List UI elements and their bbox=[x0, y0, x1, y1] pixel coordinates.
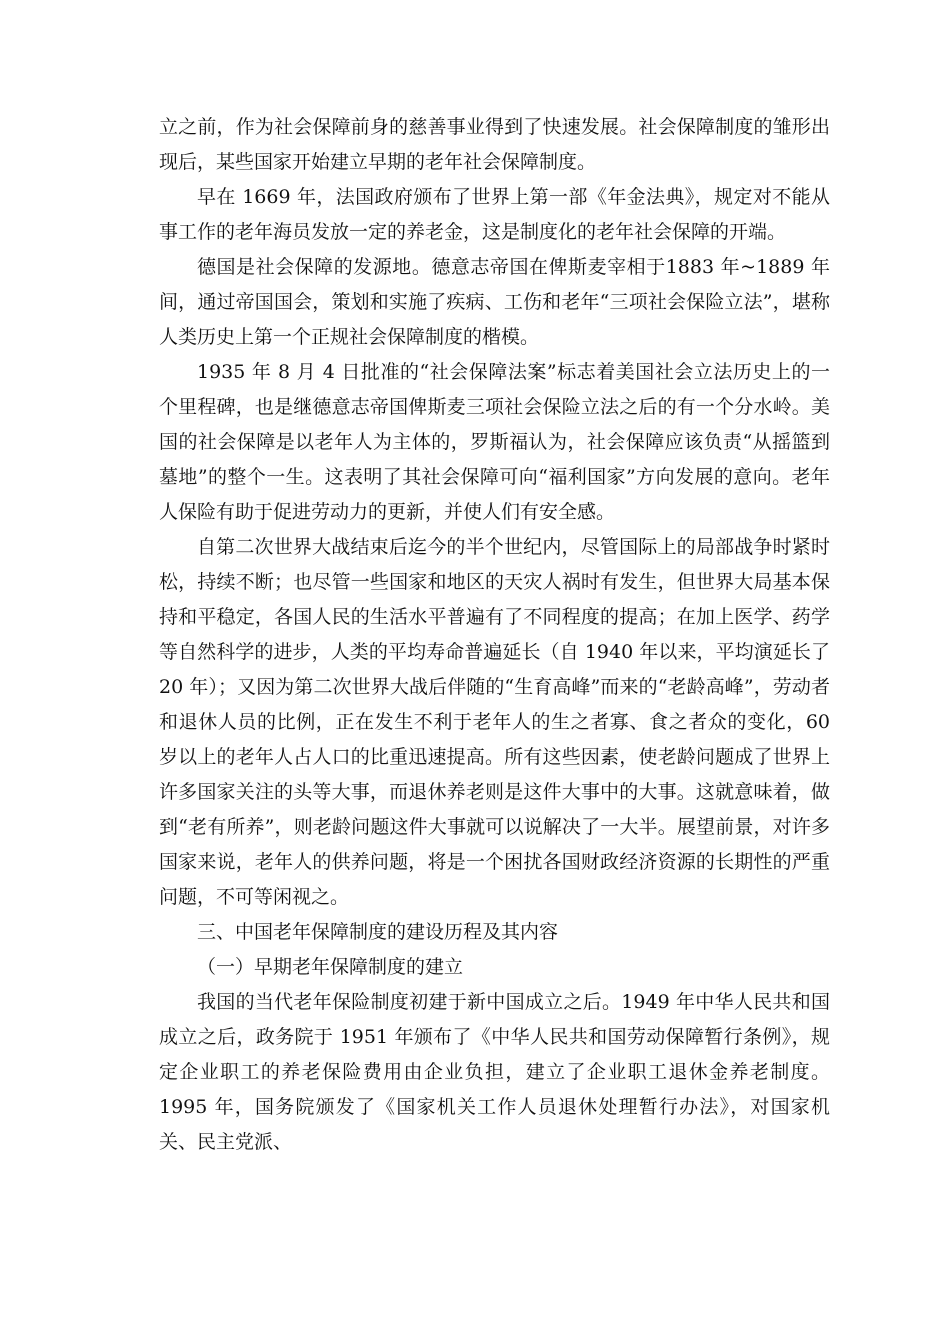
subsection-heading: （一）早期老年保障制度的建立 bbox=[197, 956, 464, 978]
section-heading: 三、中国老年保障制度的建设历程及其内容 bbox=[197, 921, 559, 943]
paragraph-france-1669: 早在 1669 年，法国政府颁布了世界上第一部《年金法典》，规定对不能从事工作的老年海员发放一定的养老金，这是制度化的老年社会保障的开端。 bbox=[159, 186, 830, 243]
paragraph-china-early: 我国的当代老年保险制度初建于新中国成立之后。1949 年中华人民共和国成立之后，政务院于 1951 年颁布了《中华人民共和国劳动保障暂行条例》，规定企业职工的养老保险费用由企业负担，建立了企业职工退休金养老制度。1995 年，国务院颁发了《国家机关工作人员退休处理暂行办法》，对国家机关、民主党派、 bbox=[159, 991, 830, 1153]
paragraph-germany: 德国是社会保障的发源地。德意志帝国在俾斯麦宰相于1883 年~1889 年间，通过帝国国会，策划和实施了疾病、工伤和老年“三项社会保险立法”，堪称人类历史上第一个正规社会保障制度的楷模。 bbox=[159, 256, 830, 348]
paragraph-postwar: 自第二次世界大战结束后迄今的半个世纪内，尽管国际上的局部战争时紧时松，持续不断；也尽管一些国家和地区的天灾人祸时有发生，但世界大局基本保持和平稳定，各国人民的生活水平普遍有了不同程度的提高；在加上医学、药学等自然科学的进步，人类的平均寿命普遍延长（自 1940 年以来，平均演延长了 20 年）；又因为第二次世界大战后伴随的“生育高峰”而来的“老龄高峰”，劳动者和退休人员的比例，正在发生不利于老年人的生之者寡、食之者众的变化，60 岁以上的老年人占人口的比重迅速提高。所有这些因素，使老龄问题成了世界上许多国家关注的头等大事，而退休养老则是这件大事中的大事。这就意味着，做到“老有所养”，则老龄问题这件大事就可以说解决了一大半。展望前景，对许多国家来说，老年人的供养问题，将是一个困扰各国财政经济资源的长期性的严重问题，不可等闲视之。 bbox=[159, 536, 830, 908]
paragraph-continuation: 立之前，作为社会保障前身的慈善事业得到了快速发展。社会保障制度的雏形出现后，某些国家开始建立早期的老年社会保障制度。 bbox=[159, 116, 830, 173]
paragraph-usa-1935: 1935 年 8 月 4 日批准的“社会保障法案”标志着美国社会立法历史上的一个里程碑，也是继德意志帝国俾斯麦三项社会保险立法之后的有一个分水岭。美国的社会保障是以老年人为主体的，罗斯福认为，社会保障应该负责“从摇篮到墓地”的整个一生。这表明了其社会保障可向“福利国家”方向发展的意向。老年人保险有助于促进劳动力的更新，并使人们有安全感。 bbox=[159, 361, 830, 523]
